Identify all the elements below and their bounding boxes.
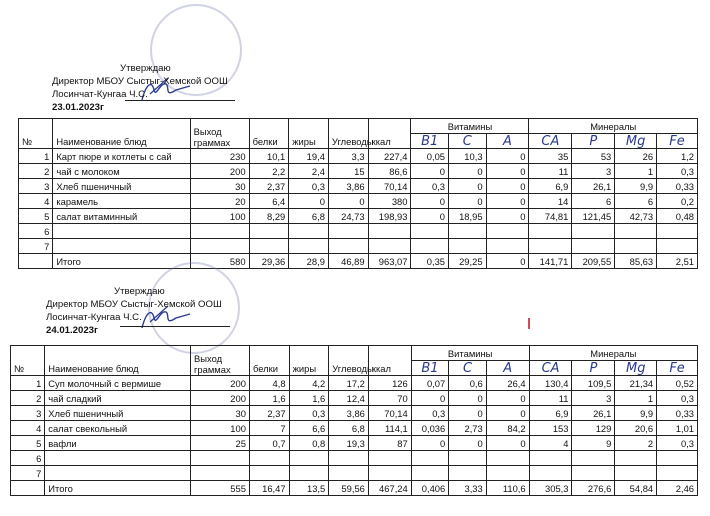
carbs-value: 12,4 xyxy=(329,391,369,406)
vitamin-a-value: 0 xyxy=(486,179,529,194)
yield-value: 100 xyxy=(190,209,249,224)
dish-name: салат витаминный xyxy=(53,209,190,224)
protein-value: 2,37 xyxy=(249,406,289,421)
table-row xyxy=(19,164,698,179)
kcal-value: 227,4 xyxy=(368,149,411,164)
ca-value: 4 xyxy=(529,436,572,451)
table-row xyxy=(11,406,698,421)
vitamin-a-value: 0 xyxy=(486,164,529,179)
director-name: Лосинчат-Кунгаа Ч.С. xyxy=(52,89,148,100)
total-protein: 29,36 xyxy=(249,254,289,269)
col-yield: Выход граммах xyxy=(191,346,250,376)
carbs-value: 0 xyxy=(328,194,368,209)
table-header-row xyxy=(19,119,698,134)
carbs-value: 15 xyxy=(328,164,368,179)
row-num: 1 xyxy=(11,376,45,391)
total-ca: 141,71 xyxy=(529,254,572,269)
table-row xyxy=(11,451,698,466)
col-vitamin-c: C xyxy=(449,361,487,376)
row-num: 6 xyxy=(11,451,45,466)
p-value: 3 xyxy=(572,391,615,406)
menu-table xyxy=(10,345,698,496)
vitamin-a-value: 0 xyxy=(486,391,529,406)
total-carbs: 46,89 xyxy=(328,254,368,269)
p-value: 109,5 xyxy=(572,376,615,391)
col-mineral-ca: CA xyxy=(529,361,572,376)
dish-name: Карт пюре и котлеты с сай xyxy=(53,149,190,164)
vitamin-a-value: 0 xyxy=(486,149,529,164)
table-row xyxy=(11,391,698,406)
b1-value: 0 xyxy=(411,391,449,406)
row-num: 2 xyxy=(11,391,45,406)
table-row xyxy=(11,436,698,451)
fat-value: 6,6 xyxy=(289,421,329,436)
mg-value: 20,6 xyxy=(615,421,657,436)
table-row xyxy=(11,421,698,436)
table-row xyxy=(11,466,698,481)
fat-value: 1,6 xyxy=(289,391,329,406)
yield-value: 200 xyxy=(190,164,249,179)
row-num: 7 xyxy=(19,239,53,254)
col-num: № xyxy=(11,346,45,376)
fat-value: 0,8 xyxy=(289,436,329,451)
table-row xyxy=(19,224,698,239)
total-row xyxy=(19,254,698,269)
ca-value: 130,4 xyxy=(529,376,572,391)
vitamin-c-value: 0 xyxy=(449,179,487,194)
ca-value: 11 xyxy=(529,391,572,406)
table-row xyxy=(19,239,698,254)
b1-value: 0,3 xyxy=(411,406,449,421)
fe-value: 0,3 xyxy=(657,436,698,451)
menu-date: 23.01.2023г xyxy=(52,102,105,113)
col-kcal: ккал xyxy=(368,119,411,149)
total-vitamin-c: 29,25 xyxy=(449,254,487,269)
total-carbs: 59,56 xyxy=(329,481,369,496)
vitamin-a-value: 84,2 xyxy=(486,421,529,436)
dish-name xyxy=(45,451,191,466)
ca-value: 74,81 xyxy=(529,209,572,224)
col-protein: белки xyxy=(249,346,289,376)
b1-value: 0 xyxy=(411,164,449,179)
fat-value: 19,4 xyxy=(289,149,329,164)
kcal-value: 198,93 xyxy=(368,209,411,224)
carbs-value: 19,3 xyxy=(329,436,369,451)
dish-name: Хлеб пшеничный xyxy=(53,179,190,194)
yield-value: 230 xyxy=(190,149,249,164)
carbs-value: 24,73 xyxy=(328,209,368,224)
mg-value: 1 xyxy=(615,164,657,179)
col-vitamin-a: A xyxy=(486,134,529,149)
yield-value: 200 xyxy=(191,376,250,391)
fe-value: 0,2 xyxy=(657,194,698,209)
signature-line xyxy=(125,100,235,101)
total-fe: 2,51 xyxy=(657,254,698,269)
kcal-value: 70,14 xyxy=(368,179,411,194)
fat-value: 4,2 xyxy=(289,376,329,391)
p-value: 3 xyxy=(572,164,615,179)
yield-value: 30 xyxy=(191,406,250,421)
col-kcal: ккал xyxy=(368,346,411,376)
yield-value: 20 xyxy=(190,194,249,209)
fe-value: 0,33 xyxy=(657,406,698,421)
dish-name: карамель xyxy=(53,194,190,209)
mg-value: 1 xyxy=(615,391,657,406)
fat-value: 6,8 xyxy=(289,209,329,224)
total-yield: 580 xyxy=(190,254,249,269)
approval-header xyxy=(52,62,228,114)
mg-value: 2 xyxy=(615,436,657,451)
col-vitamin-a: A xyxy=(486,361,529,376)
kcal-value: 126 xyxy=(368,376,411,391)
p-value: 53 xyxy=(572,149,615,164)
yield-value: 25 xyxy=(191,436,250,451)
kcal-value: 87 xyxy=(368,436,411,451)
vitamin-c-value: 0 xyxy=(449,436,487,451)
col-dish-name: Наименование блюд xyxy=(45,346,191,376)
col-vitamin-b1: B1 xyxy=(411,361,449,376)
approval-header xyxy=(46,285,222,337)
table-row xyxy=(19,149,698,164)
total-p: 209,55 xyxy=(572,254,615,269)
vitamin-c-value: 0 xyxy=(449,406,487,421)
total-b1: 0,35 xyxy=(411,254,449,269)
director-name: Лосинчат-Кунгаа Ч.С. xyxy=(46,312,142,323)
dish-name xyxy=(53,239,190,254)
col-vitamin-c: C xyxy=(449,134,487,149)
vitamin-a-value: 0 xyxy=(486,436,529,451)
kcal-value: 380 xyxy=(368,194,411,209)
vitamin-c-value: 0 xyxy=(449,164,487,179)
b1-value: 0,05 xyxy=(411,149,449,164)
total-kcal: 467,24 xyxy=(368,481,411,496)
protein-value: 0,7 xyxy=(249,436,289,451)
kcal-value: 114,1 xyxy=(368,421,411,436)
b1-value: 0 xyxy=(411,436,449,451)
yield-value: 100 xyxy=(191,421,250,436)
total-label: Итого xyxy=(45,481,191,496)
kcal-value: 70 xyxy=(368,391,411,406)
kcal-value: 70,14 xyxy=(368,406,411,421)
total-b1: 0,406 xyxy=(411,481,449,496)
yield-value: 30 xyxy=(190,179,249,194)
fat-value: 2,4 xyxy=(289,164,329,179)
col-fat: жиры xyxy=(289,346,329,376)
b1-value: 0,036 xyxy=(411,421,449,436)
mg-value: 6 xyxy=(615,194,657,209)
dish-name xyxy=(45,466,191,481)
col-carbs: Углеводы xyxy=(329,346,369,376)
approve-label: Утверждаю xyxy=(114,286,165,297)
mg-value: 21,34 xyxy=(615,376,657,391)
dish-name: чай с молоком xyxy=(53,164,190,179)
row-num: 1 xyxy=(19,149,53,164)
fe-value: 0,3 xyxy=(657,391,698,406)
kcal-value: 86,6 xyxy=(368,164,411,179)
carbs-value: 3,3 xyxy=(328,149,368,164)
fat-value: 0,3 xyxy=(289,406,329,421)
col-vitamins: Витамины xyxy=(411,346,529,361)
vitamin-c-value: 10,3 xyxy=(449,149,487,164)
row-num: 3 xyxy=(11,406,45,421)
col-protein: белки xyxy=(249,119,289,149)
total-mg: 54,84 xyxy=(615,481,657,496)
total-label: Итого xyxy=(53,254,190,269)
total-vitamin-c: 3,33 xyxy=(449,481,487,496)
director-title: Директор МБОУ Сыстыг-Хемской ООШ xyxy=(52,76,228,87)
table-row xyxy=(19,179,698,194)
fe-value: 0,33 xyxy=(657,179,698,194)
fe-value: 1,01 xyxy=(657,421,698,436)
carbs-value: 6,8 xyxy=(329,421,369,436)
b1-value: 0,3 xyxy=(411,179,449,194)
total-yield: 555 xyxy=(191,481,250,496)
vitamin-a-value: 26,4 xyxy=(486,376,529,391)
dish-name: салат свекольный xyxy=(45,421,191,436)
row-num: 5 xyxy=(11,436,45,451)
carbs-value: 3,86 xyxy=(328,179,368,194)
total-ca: 305,3 xyxy=(529,481,572,496)
protein-value: 4,8 xyxy=(249,376,289,391)
col-carbs: Углеводы xyxy=(328,119,368,149)
vitamin-c-value: 0 xyxy=(449,194,487,209)
vitamin-c-value: 0,6 xyxy=(449,376,487,391)
carbs-value: 3,86 xyxy=(329,406,369,421)
col-yield: Выход граммах xyxy=(190,119,249,149)
p-value: 26,1 xyxy=(572,406,615,421)
fe-value: 1,2 xyxy=(657,149,698,164)
b1-value: 0 xyxy=(411,209,449,224)
col-minerals: Минералы xyxy=(529,119,698,134)
p-value: 26,1 xyxy=(572,179,615,194)
total-fat: 13,5 xyxy=(289,481,329,496)
row-num: 7 xyxy=(11,466,45,481)
total-vitamin-a: 0 xyxy=(486,254,529,269)
row-num: 4 xyxy=(19,194,53,209)
dish-name xyxy=(53,224,190,239)
yield-value: 200 xyxy=(191,391,250,406)
carbs-value: 17,2 xyxy=(329,376,369,391)
ca-value: 11 xyxy=(529,164,572,179)
row-num: 5 xyxy=(19,209,53,224)
col-mineral-mg: Mg xyxy=(615,134,657,149)
director-title: Директор МБОУ Сыстыг-Хемской ООШ xyxy=(46,299,222,310)
fat-value: 0 xyxy=(289,194,329,209)
total-fat: 28,9 xyxy=(289,254,329,269)
total-kcal: 963,07 xyxy=(368,254,411,269)
ca-value: 153 xyxy=(529,421,572,436)
col-fat: жиры xyxy=(289,119,329,149)
protein-value: 1,6 xyxy=(249,391,289,406)
vitamin-c-value: 0 xyxy=(449,391,487,406)
p-value: 6 xyxy=(572,194,615,209)
fe-value: 0,48 xyxy=(657,209,698,224)
total-fe: 2,46 xyxy=(657,481,698,496)
dish-name: Суп молочный с вермише xyxy=(45,376,191,391)
table-row xyxy=(19,209,698,224)
signature-line xyxy=(120,326,230,327)
fat-value: 0,3 xyxy=(289,179,329,194)
row-num: 4 xyxy=(11,421,45,436)
dish-name: чай сладкий xyxy=(45,391,191,406)
total-vitamin-a: 110,6 xyxy=(486,481,529,496)
p-value: 9 xyxy=(572,436,615,451)
dish-name: вафли xyxy=(45,436,191,451)
col-vitamin-b1: B1 xyxy=(411,134,449,149)
col-mineral-p: P xyxy=(572,361,615,376)
row-num: 3 xyxy=(19,179,53,194)
protein-value: 2,37 xyxy=(249,179,289,194)
ca-value: 6,9 xyxy=(529,406,572,421)
p-value: 121,45 xyxy=(572,209,615,224)
b1-value: 0,07 xyxy=(411,376,449,391)
menu-date: 24.01.2023г xyxy=(46,325,99,336)
col-mineral-fe: Fe xyxy=(657,134,698,149)
col-dish-name: Наименование блюд xyxy=(53,119,190,149)
mg-value: 26 xyxy=(615,149,657,164)
vitamin-a-value: 0 xyxy=(486,194,529,209)
protein-value: 8,29 xyxy=(249,209,289,224)
vitamin-c-value: 2,73 xyxy=(449,421,487,436)
row-num: 2 xyxy=(19,164,53,179)
col-num: № xyxy=(19,119,53,149)
dish-name: Хлеб пшеничный xyxy=(45,406,191,421)
vitamin-a-value: 0 xyxy=(486,406,529,421)
protein-value: 7 xyxy=(249,421,289,436)
total-mg: 85,63 xyxy=(615,254,657,269)
col-minerals: Минералы xyxy=(529,346,697,361)
ca-value: 6,9 xyxy=(529,179,572,194)
total-p: 276,6 xyxy=(572,481,615,496)
col-mineral-p: P xyxy=(572,134,615,149)
total-protein: 16,47 xyxy=(249,481,289,496)
b1-value: 0 xyxy=(411,194,449,209)
mg-value: 42,73 xyxy=(615,209,657,224)
col-mineral-fe: Fe xyxy=(657,361,698,376)
protein-value: 10,1 xyxy=(249,149,289,164)
table-row xyxy=(19,194,698,209)
ca-value: 14 xyxy=(529,194,572,209)
row-num: 6 xyxy=(19,224,53,239)
mg-value: 9,9 xyxy=(615,406,657,421)
col-vitamins: Витамины xyxy=(411,119,529,134)
p-value: 129 xyxy=(572,421,615,436)
menu-table xyxy=(18,118,698,269)
ca-value: 35 xyxy=(529,149,572,164)
protein-value: 2,2 xyxy=(249,164,289,179)
vitamin-c-value: 18,95 xyxy=(449,209,487,224)
red-pen-mark xyxy=(528,318,530,329)
table-header-row xyxy=(11,346,698,361)
table-row xyxy=(11,376,698,391)
approve-label: Утверждаю xyxy=(120,63,171,74)
col-mineral-ca: CA xyxy=(529,134,572,149)
col-mineral-mg: Mg xyxy=(615,361,657,376)
vitamin-a-value: 0 xyxy=(486,209,529,224)
protein-value: 6,4 xyxy=(249,194,289,209)
fe-value: 0,3 xyxy=(657,164,698,179)
fe-value: 0,52 xyxy=(657,376,698,391)
total-row xyxy=(11,481,698,496)
mg-value: 9,9 xyxy=(615,179,657,194)
